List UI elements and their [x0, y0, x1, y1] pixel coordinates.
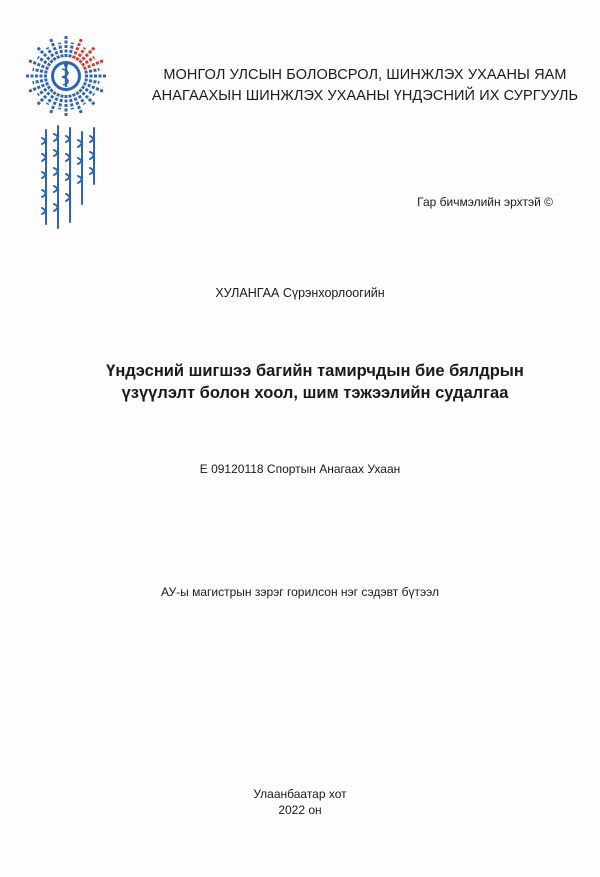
- place-text: Улаанбаатар хот: [253, 787, 347, 801]
- university-emblem-icon: [24, 34, 108, 118]
- specialty-code: Е 09120118 Спортын Анагаах Ухаан: [199, 462, 401, 476]
- place-and-year: [0, 786, 600, 818]
- ministry-line-2: АНАГААХЫН ШИНЖЛЭХ УХААНЫ ҮНДЭСНИЙ ИХ СУРГУУЛЬ: [151, 88, 579, 104]
- thesis-title-line-2: үзүүлэлт болон хоол, шим тэжээлийн судалгаа: [121, 384, 509, 402]
- year-text: 2022 он: [278, 803, 322, 817]
- thesis-title: [60, 360, 570, 404]
- thesis-title-line-1: Үндэсний шигшээ багийн тамирчдын бие бялдрын: [106, 362, 524, 380]
- ministry-line-1: МОНГОЛ УЛСЫН БОЛОВСРОЛ, ШИНЖЛЭХ УХААНЫ ЯАМ: [163, 67, 567, 83]
- author-name: ХУЛАНГАА Сүрэнхорлоогийн: [215, 286, 385, 300]
- copyright-notice: Гар бичмэлийн эрхтэй ©: [417, 195, 553, 209]
- ministry-header: [145, 65, 585, 107]
- mongolian-script-icon: [38, 124, 100, 234]
- degree-statement: АУ-ы магистрын зэрэг горилсон нэг сэдэвт бүтээл: [161, 585, 439, 599]
